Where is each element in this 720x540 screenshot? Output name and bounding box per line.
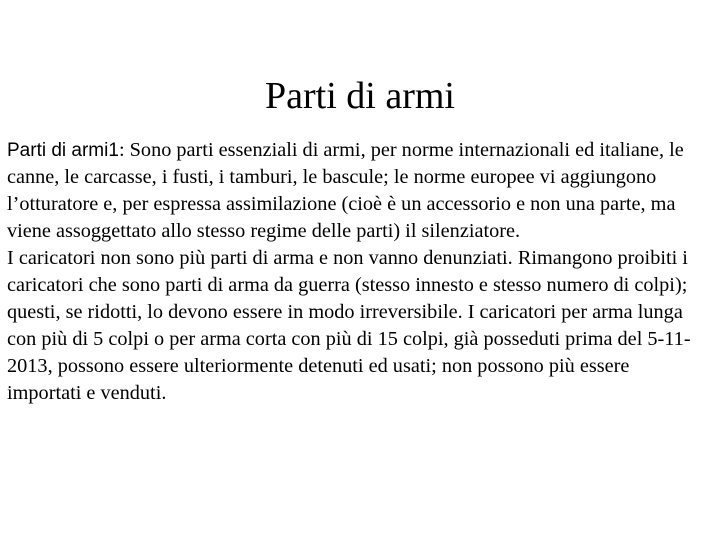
- slide-body: [7, 137, 699, 407]
- definition-text: : Sono parti essenziali di armi, per norme internazionali ed italiane, le canne, le carcasse, i fusti, i tamburi, le bascule; le norme europee vi aggiungono l’otturatore e, per espressa assimilazione (cioè è un accessorio e non una parte, ma viene assoggettato allo stesso regime delle parti) il silenziatore.: [7, 139, 684, 242]
- paragraph-magazines: I caricatori non sono più parti di arma e non vanno denunziati. Rimangono proibiti i caricatori che sono parti di arma da guerra (stesso innesto e stesso numero di colpi); questi, se ridotti, lo devono essere in modo irreversibile. I caricatori per arma lunga con più di 5 colpi o per arma corta con più di 15 colpi, già posseduti prima del 5-11-2013, possono essere ulteriormente detenuti ed usati; non possono più essere importati e venduti.: [7, 247, 691, 404]
- slide-title: Parti di armi: [265, 75, 455, 117]
- footnote-mark: 1: [108, 140, 119, 161]
- defined-term: Parti di armi: [7, 140, 109, 161]
- paragraph-definition: [7, 137, 699, 245]
